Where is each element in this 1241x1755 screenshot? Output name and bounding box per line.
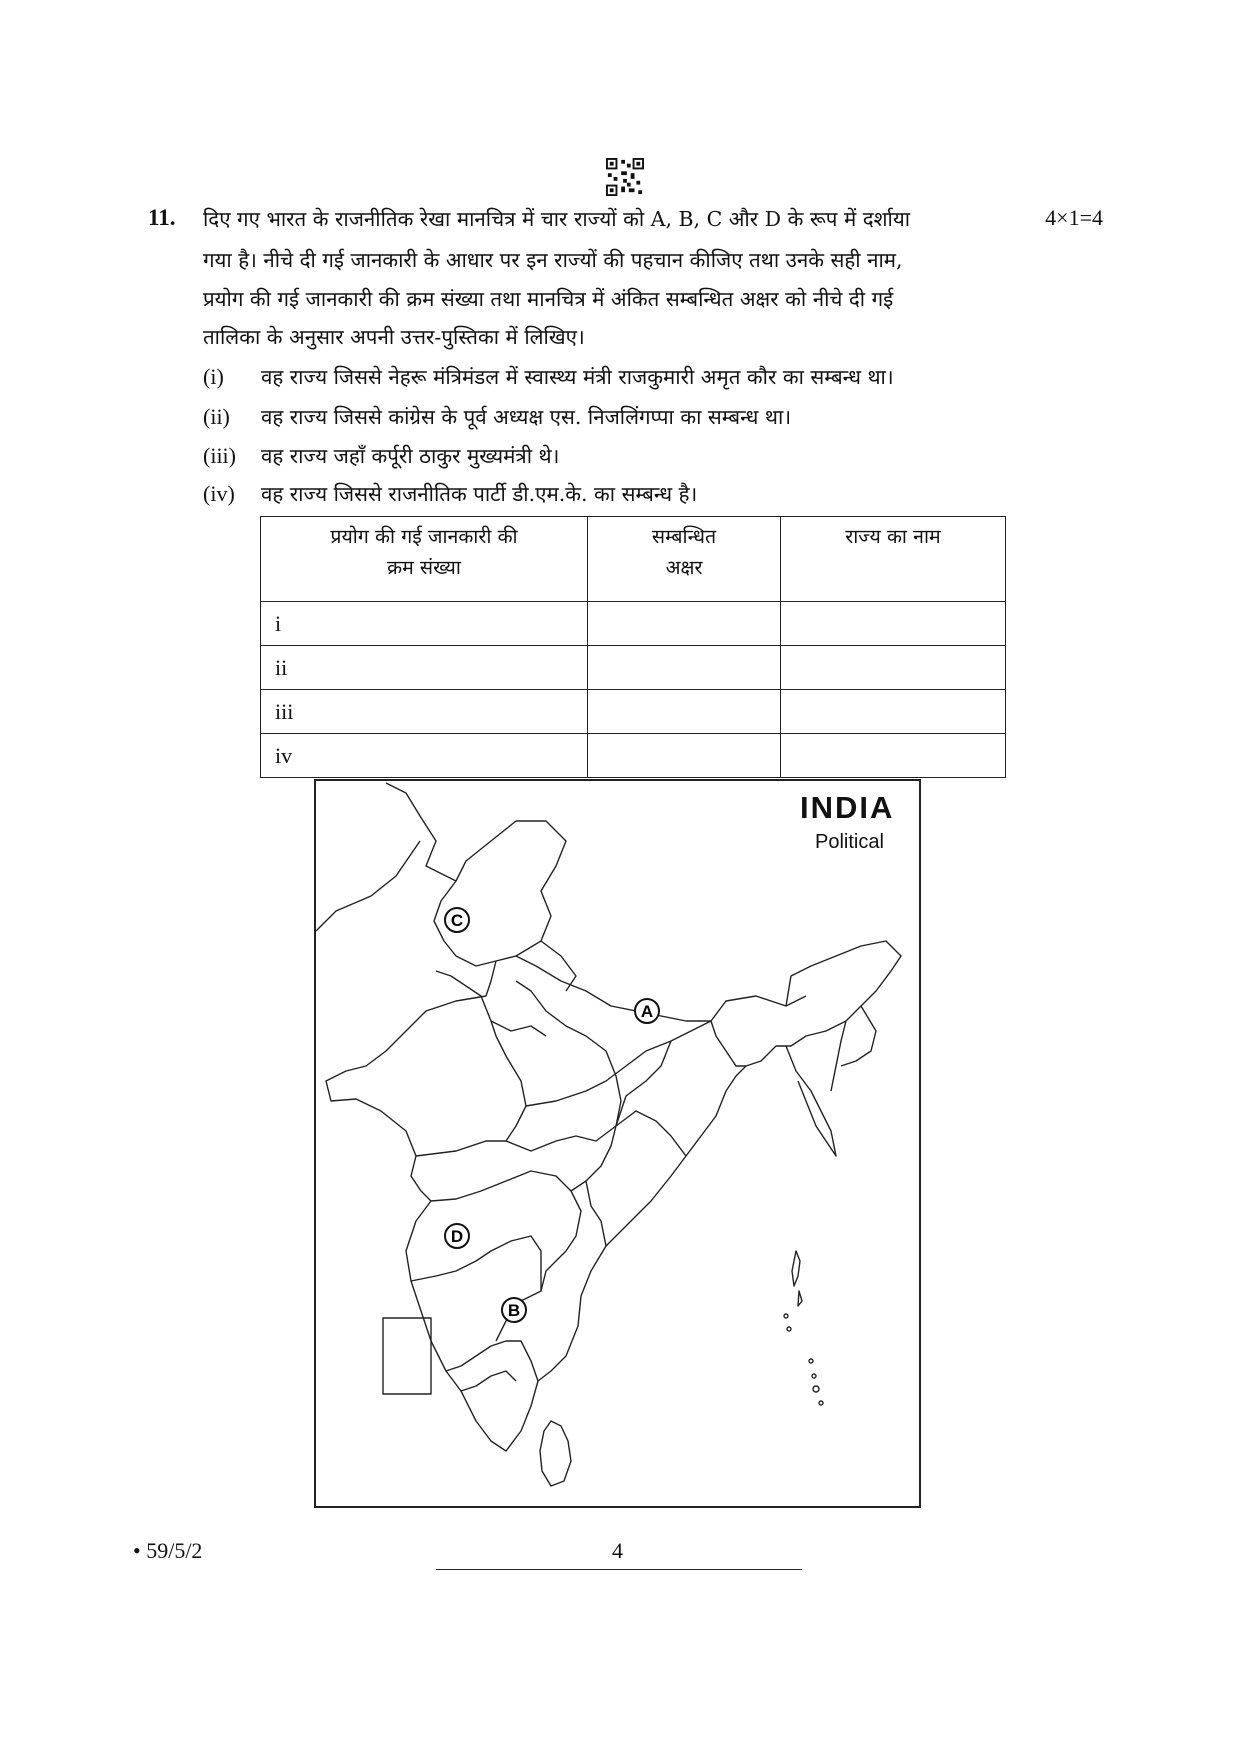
map-marker-c xyxy=(445,908,469,932)
question-line: दिए गए भारत के राजनीतिक रेखा मानचित्र में चार राज्यों को A, B, C और D के रूप में दर्शाया xyxy=(203,207,911,231)
paper-code: • 59/5/2 xyxy=(133,1538,203,1563)
row-serial: iii xyxy=(261,690,588,734)
row-serial: iv xyxy=(261,734,588,778)
map-title: INDIA xyxy=(800,790,895,825)
map-subtitle: Political xyxy=(815,831,884,853)
option-item xyxy=(203,480,697,508)
table-row xyxy=(261,646,1006,690)
row-serial: i xyxy=(261,602,588,646)
question-line: प्रयोग की गई जानकारी की क्रम संख्या तथा मानचित्र में अंकित सम्बन्धित अक्षर को नीचे दी गई xyxy=(203,287,894,311)
row-state-blank xyxy=(781,646,1006,690)
option-number: (iii) xyxy=(203,443,236,468)
row-letter-blank xyxy=(588,734,781,778)
marker-label: A xyxy=(640,1002,654,1021)
row-state-blank xyxy=(781,602,1006,646)
question-number: 11. xyxy=(148,205,176,230)
india-political-map xyxy=(314,779,921,1508)
map-marker-a xyxy=(635,999,659,1023)
marker-label: D xyxy=(450,1227,464,1246)
row-letter-blank xyxy=(588,602,781,646)
header-line: राज्य का नाम xyxy=(845,525,941,548)
question-marks: 4×1=4 xyxy=(1045,205,1103,230)
option-item xyxy=(203,442,559,470)
table-row xyxy=(261,734,1006,778)
header-line: प्रयोग की गई जानकारी की xyxy=(330,525,518,548)
marker-label: B xyxy=(507,1301,521,1320)
option-item xyxy=(203,403,791,431)
option-item xyxy=(203,363,894,391)
qr-code xyxy=(606,158,644,196)
table-row xyxy=(261,690,1006,734)
row-letter-blank xyxy=(588,646,781,690)
question-line: गया है। नीचे दी गई जानकारी के आधार पर इन राज्यों की पहचान कीजिए तथा उनके सही नाम, xyxy=(203,248,903,272)
row-letter-blank xyxy=(588,690,781,734)
page-number: 4 xyxy=(612,1538,623,1563)
table-header-state xyxy=(781,517,1006,602)
row-state-blank xyxy=(781,734,1006,778)
option-text: वह राज्य जिससे नेहरू मंत्रिमंडल में स्वास्थ्य मंत्री राजकुमारी अमृत कौर का सम्बन्ध था। xyxy=(261,365,894,389)
footer-rule xyxy=(436,1569,802,1570)
row-state-blank xyxy=(781,690,1006,734)
marker-label: C xyxy=(450,911,464,930)
option-number: (i) xyxy=(203,364,224,389)
table-row xyxy=(261,602,1006,646)
question-line: तालिका के अनुसार अपनी उत्तर-पुस्तिका में लिखिए। xyxy=(203,325,585,349)
map-marker-d xyxy=(445,1224,469,1248)
option-text: वह राज्य जिससे राजनीतिक पार्टी डी.एम.के. का सम्बन्ध है। xyxy=(261,482,698,506)
india-outline-map xyxy=(316,781,919,1506)
answer-table xyxy=(260,516,1006,778)
option-number: (ii) xyxy=(203,404,230,429)
header-line: अक्षर xyxy=(665,556,703,579)
table-header-serial xyxy=(261,517,588,602)
map-marker-b xyxy=(502,1298,526,1322)
header-line: क्रम संख्या xyxy=(387,556,461,579)
header-line: सम्बन्धित xyxy=(651,525,717,548)
option-text: वह राज्य जिससे कांग्रेस के पूर्व अध्यक्ष एस. निजलिंगप्पा का सम्बन्ध था। xyxy=(261,405,792,429)
table-header-letter xyxy=(588,517,781,602)
row-serial: ii xyxy=(261,646,588,690)
option-text: वह राज्य जहाँ कर्पूरी ठाकुर मुख्यमंत्री थे। xyxy=(261,444,560,468)
option-number: (iv) xyxy=(203,481,235,506)
